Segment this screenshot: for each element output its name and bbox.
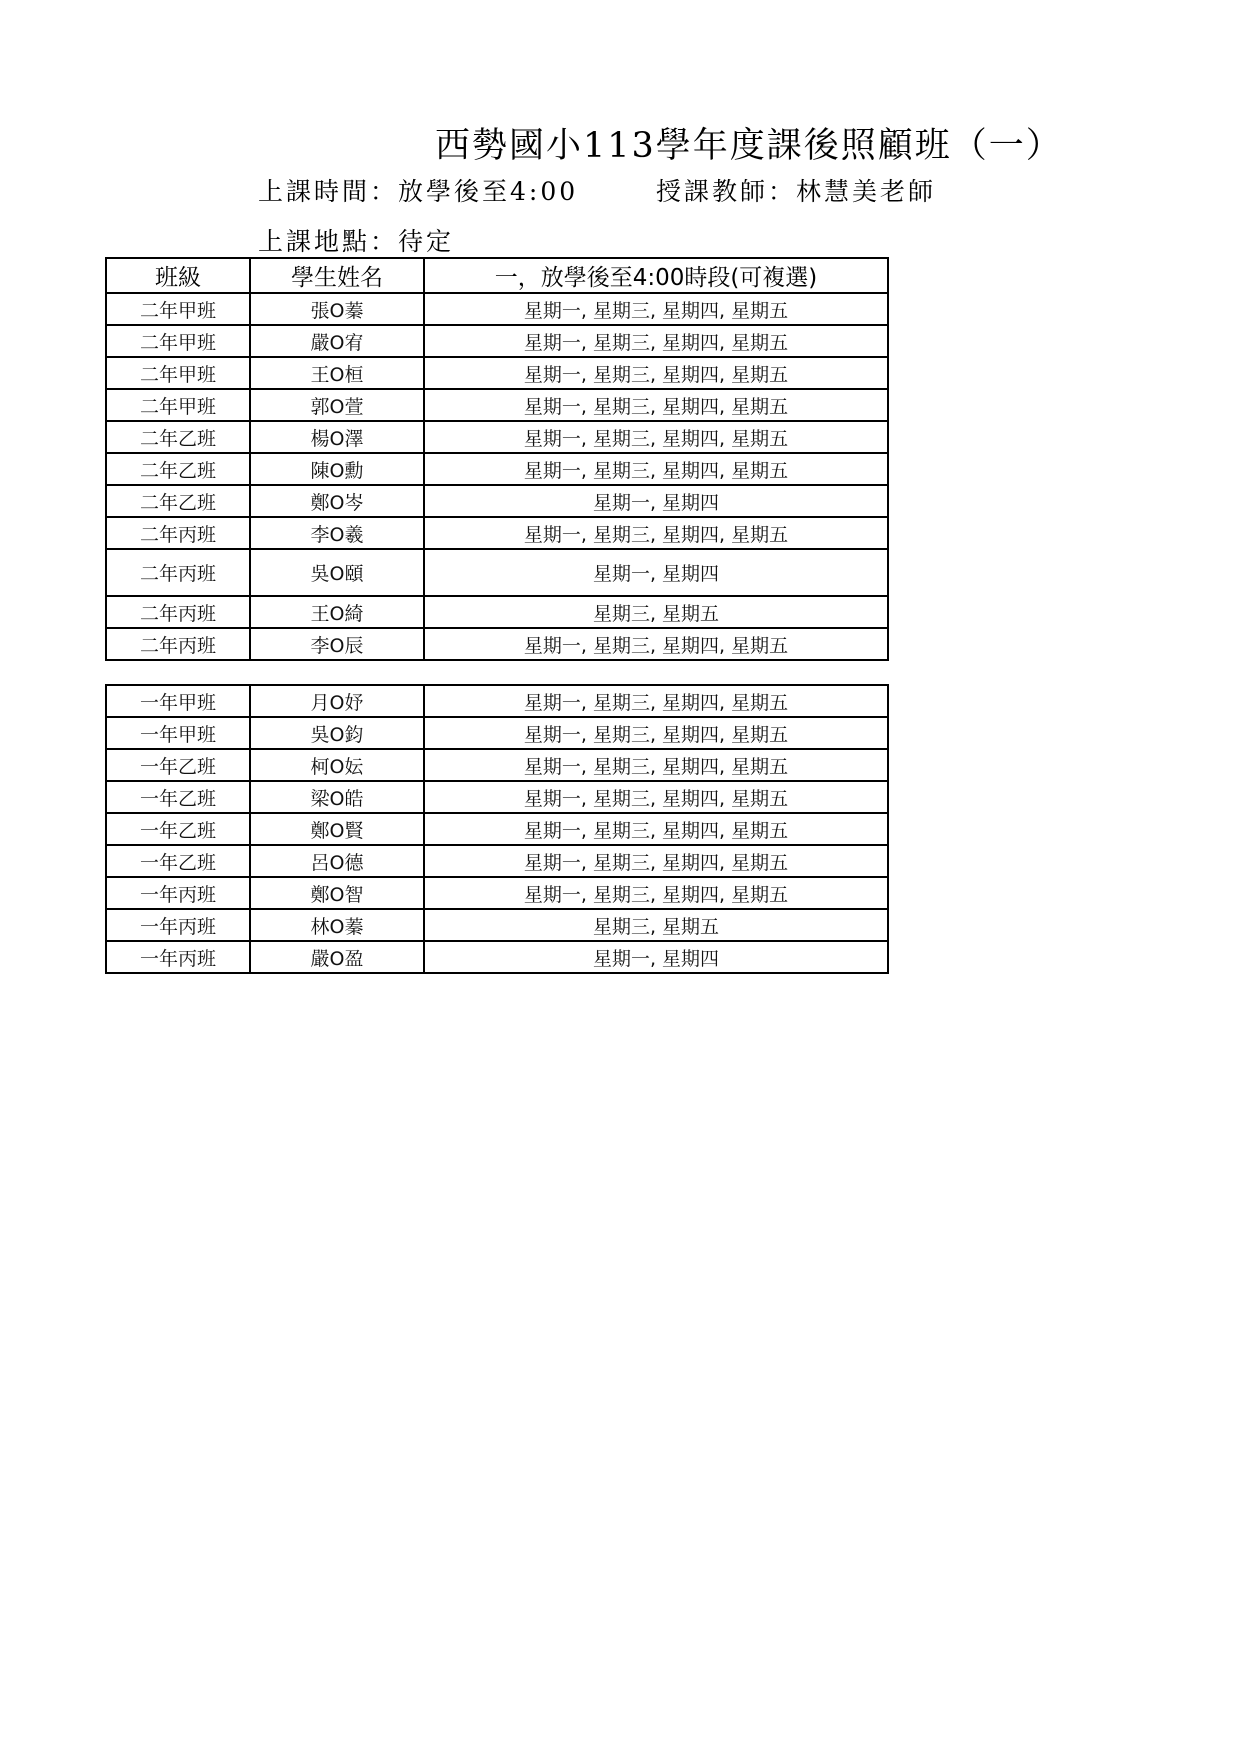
table-row [106,813,888,845]
class-cell: 一年甲班 [106,717,250,749]
days-cell: 星期一, 星期三, 星期四, 星期五 [424,357,888,389]
student-name-cell: 王O桓 [250,357,424,389]
class-cell: 一年乙班 [106,845,250,877]
days-cell: 星期一, 星期三, 星期四, 星期五 [424,717,888,749]
header-row [106,258,888,293]
class-cell: 二年甲班 [106,357,250,389]
class-location: 上課地點：待定 [258,227,455,256]
student-name-cell: 呂O德 [250,845,424,877]
table-row [106,325,888,357]
class-cell: 二年甲班 [106,389,250,421]
days-cell: 星期一, 星期四 [424,485,888,517]
table-row [106,517,888,549]
days-cell: 星期一, 星期三, 星期四, 星期五 [424,421,888,453]
table-row [106,453,888,485]
header-student-name: 學生姓名 [250,258,424,293]
student-name-cell: 鄭O岑 [250,485,424,517]
class-cell: 二年乙班 [106,453,250,485]
class-cell: 二年乙班 [106,485,250,517]
class-cell: 一年丙班 [106,941,250,973]
student-name-cell: 楊O澤 [250,421,424,453]
student-name-cell: 王O綺 [250,596,424,628]
header-class: 班級 [106,258,250,293]
days-cell: 星期一, 星期三, 星期四, 星期五 [424,389,888,421]
class-cell: 一年丙班 [106,909,250,941]
student-name-cell: 李O羲 [250,517,424,549]
student-name-cell: 郭O萱 [250,389,424,421]
class-cell: 一年乙班 [106,749,250,781]
days-cell: 星期一, 星期三, 星期四, 星期五 [424,877,888,909]
class-cell: 一年甲班 [106,685,250,717]
days-cell: 星期一, 星期三, 星期四, 星期五 [424,845,888,877]
days-cell: 星期一, 星期三, 星期四, 星期五 [424,628,888,660]
table-row [106,357,888,389]
days-cell: 星期三, 星期五 [424,596,888,628]
days-cell: 星期一, 星期三, 星期四, 星期五 [424,517,888,549]
class-cell: 二年丙班 [106,549,250,596]
table-row [106,293,888,325]
student-name-cell: 吳O鈞 [250,717,424,749]
days-cell: 星期一, 星期三, 星期四, 星期五 [424,325,888,357]
days-cell: 星期三, 星期五 [424,909,888,941]
days-cell: 星期一, 星期三, 星期四, 星期五 [424,749,888,781]
days-cell: 星期一, 星期三, 星期四, 星期五 [424,453,888,485]
grade-one-table [105,684,889,974]
table-row [106,749,888,781]
document-title: 西勢國小113學年度課後照顧班（一） [435,126,1063,166]
class-cell: 二年甲班 [106,293,250,325]
header-time-slot: 一，放學後至4:00時段(可複選) [424,258,888,293]
class-cell: 一年乙班 [106,781,250,813]
table-row [106,389,888,421]
table-row [106,909,888,941]
table-row [106,717,888,749]
table-row [106,485,888,517]
student-name-cell: 嚴O盈 [250,941,424,973]
class-cell: 一年丙班 [106,877,250,909]
table-row [106,628,888,660]
class-cell: 二年乙班 [106,421,250,453]
table-row [106,421,888,453]
teacher-name: 授課教師：林慧美老師 [656,177,937,206]
student-name-cell: 嚴O宥 [250,325,424,357]
days-cell: 星期一, 星期三, 星期四, 星期五 [424,781,888,813]
table-row [106,941,888,973]
class-cell: 二年甲班 [106,325,250,357]
table-row [106,845,888,877]
class-cell: 二年丙班 [106,596,250,628]
class-cell: 一年乙班 [106,813,250,845]
table-row [106,549,888,596]
student-name-cell: 鄭O智 [250,877,424,909]
days-cell: 星期一, 星期三, 星期四, 星期五 [424,293,888,325]
table-row [106,877,888,909]
student-name-cell: 陳O勳 [250,453,424,485]
student-name-cell: 梁O皓 [250,781,424,813]
days-cell: 星期一, 星期四 [424,549,888,596]
days-cell: 星期一, 星期四 [424,941,888,973]
class-cell: 二年丙班 [106,517,250,549]
student-name-cell: 林O蓁 [250,909,424,941]
student-name-cell: 張O蓁 [250,293,424,325]
class-cell: 二年丙班 [106,628,250,660]
student-name-cell: 吳O頤 [250,549,424,596]
days-cell: 星期一, 星期三, 星期四, 星期五 [424,685,888,717]
student-name-cell: 月O妤 [250,685,424,717]
student-name-cell: 李O辰 [250,628,424,660]
days-cell: 星期一, 星期三, 星期四, 星期五 [424,813,888,845]
student-name-cell: 鄭O賢 [250,813,424,845]
student-name-cell: 柯O妘 [250,749,424,781]
table-row [106,781,888,813]
grade-two-table [105,257,889,661]
table-row [106,685,888,717]
table-row [106,596,888,628]
class-time: 上課時間：放學後至4:00 [258,177,579,206]
